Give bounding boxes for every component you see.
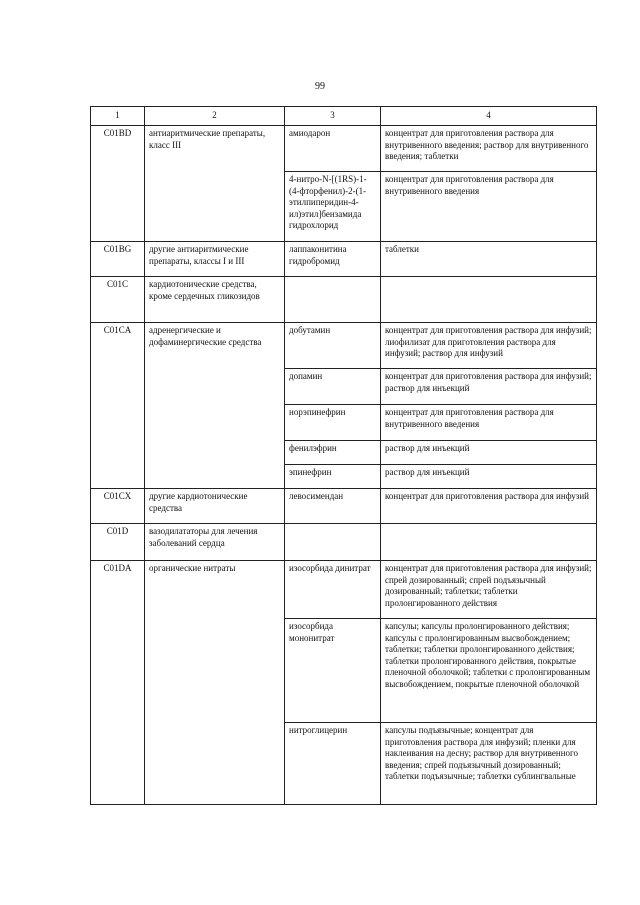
dosage-form-cell: капсулы подъязычные; концентрат для приготовления раствора для инфузий; пленки для наклеивания на десну; раствор для внутривенного введения; спрей подъязычный дозированный; таблетки подъязычные; таблетки сублингвальные xyxy=(381,723,597,805)
dosage-form-cell xyxy=(381,524,597,561)
header-cell: 3 xyxy=(285,107,381,126)
dosage-form-cell xyxy=(381,277,597,323)
group-cell: органические нитраты xyxy=(145,561,285,805)
header-cell: 4 xyxy=(381,107,597,126)
drug-name-cell: добутамин xyxy=(285,323,381,369)
atc-code-cell: C01BG xyxy=(91,242,145,277)
group-cell: другие антиаритмические препараты, классы I и III xyxy=(145,242,285,277)
drug-name-cell: лаппаконитина гидробромид xyxy=(285,242,381,277)
drug-name-cell: норэпинефрин xyxy=(285,405,381,441)
drug-name-cell: допамин xyxy=(285,369,381,405)
dosage-form-cell: концентрат для приготовления раствора для инфузий; раствор для инъекций xyxy=(381,369,597,405)
drug-table xyxy=(90,106,597,805)
dosage-form-cell: концентрат для приготовления раствора для внутривенного введения xyxy=(381,172,597,242)
drug-name-cell: 4-нитро-N-[(1RS)-1-(4-фторфенил)-2-(1-этилпиперидин-4-ил)этил]бензамида гидрохлорид xyxy=(285,172,381,242)
drug-name-cell: левосимендан xyxy=(285,489,381,524)
header-row xyxy=(91,107,597,126)
drug-name-cell: амиодарон xyxy=(285,126,381,172)
group-cell: другие кардиотонические средства xyxy=(145,489,285,524)
table-row xyxy=(91,277,597,323)
header-cell: 1 xyxy=(91,107,145,126)
group-cell: вазодилататоры для лечения заболеваний сердца xyxy=(145,524,285,561)
drug-name-cell xyxy=(285,277,381,323)
table-row xyxy=(91,242,597,277)
dosage-form-cell: раствор для инъекций xyxy=(381,465,597,489)
group-cell: адренергические и дофаминергические средства xyxy=(145,323,285,489)
dosage-form-cell: раствор для инъекций xyxy=(381,441,597,465)
drug-name-cell: нитроглицерин xyxy=(285,723,381,805)
dosage-form-cell: концентрат для приготовления раствора для внутривенного введения; раствор для внутривенного введения; таблетки xyxy=(381,126,597,172)
table-row xyxy=(91,489,597,524)
atc-code-cell: C01BD xyxy=(91,126,145,242)
drug-name-cell: эпинефрин xyxy=(285,465,381,489)
page-number: 99 xyxy=(315,81,325,92)
dosage-form-cell: концентрат для приготовления раствора для инфузий; спрей дозированный; спрей подъязычный дозированный; таблетки; таблетки пролонгированного действия xyxy=(381,561,597,619)
group-cell: антиаритмические препараты, класс III xyxy=(145,126,285,242)
drug-name-cell: изосорбида динитрат xyxy=(285,561,381,619)
dosage-form-cell: концентрат для приготовления раствора для инфузий xyxy=(381,489,597,524)
atc-code-cell: C01CX xyxy=(91,489,145,524)
drug-name-cell: фенилэфрин xyxy=(285,441,381,465)
table-row xyxy=(91,524,597,561)
drug-name-cell: изосорбида мононитрат xyxy=(285,619,381,723)
atc-code-cell: C01C xyxy=(91,277,145,323)
table-row xyxy=(91,126,597,172)
drug-name-cell xyxy=(285,524,381,561)
group-cell: кардиотонические средства, кроме сердечных гликозидов xyxy=(145,277,285,323)
atc-code-cell: C01CA xyxy=(91,323,145,489)
atc-code-cell: C01D xyxy=(91,524,145,561)
dosage-form-cell: концентрат для приготовления раствора для инфузий; лиофилизат для приготовления раствора для инфузий; раствор для инфузий xyxy=(381,323,597,369)
dosage-form-cell: концентрат для приготовления раствора для внутривенного введения xyxy=(381,405,597,441)
table-row xyxy=(91,323,597,369)
atc-code-cell: C01DA xyxy=(91,561,145,805)
header-cell: 2 xyxy=(145,107,285,126)
table-row xyxy=(91,561,597,619)
dosage-form-cell: таблетки xyxy=(381,242,597,277)
dosage-form-cell: капсулы; капсулы пролонгированного действия; капсулы с пролонгированным высвобождением; таблетки; таблетки пролонгированного действия; таблетки пролонгированного действия, покрытые пленочной оболочкой; таблетки с пролонгированным высвобождением, покрытые пленочной оболочкой xyxy=(381,619,597,723)
